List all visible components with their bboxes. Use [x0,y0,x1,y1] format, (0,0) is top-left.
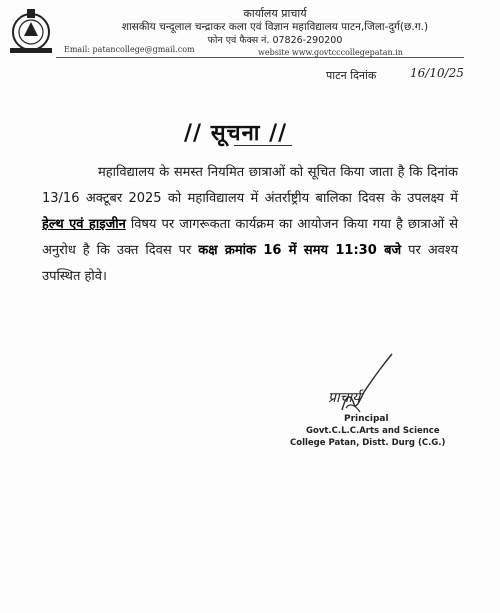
body-topic: हेल्थ एवं हाइजीन [42,217,126,232]
body-end: पर अवश्य उपस्थित होवे। [42,243,458,284]
header-divider [56,57,464,58]
body-room-time: कक्ष क्रमांक 16 में समय 11:30 बजे [198,243,402,258]
body-event-date: 13/16 अक्टूबर 2025 [42,191,162,206]
header-college-name: शासकीय चन्दूलाल चन्द्राकर कला एवं विज्ञान महाविद्यालय पाटन,जिला-दुर्ग(छ.ग.) [121,21,429,33]
signature-title: Principal [344,414,389,424]
date-value: 16/10/25 [410,66,464,80]
notice-title: // सूचना // [184,121,288,146]
signature-college-line-2: College Patan, Distt. Durg (C.G.) [290,438,446,448]
notice-body [42,160,458,290]
college-emblem-icon [8,6,54,54]
title-underline [234,145,292,146]
signature-scribble-icon [320,352,400,422]
signature-college-line-1: Govt.C.L.C.Arts and Science [306,426,440,436]
signature-script: प्राचार्य [328,390,361,406]
header-website: website www.govtcccollegepatan.in [258,48,403,57]
body-intro: महाविद्यालय के समस्त नियमित छात्राओं को सूचित किया जाता है कि दिनांक [98,165,458,180]
body-mid-2: विषय पर जागरूकता कार्यक्रम का आयोजन किया गया है छात्राओं से अनुरोध है कि उक्त दिवस पर [42,217,458,258]
header-phone: फोन एवं फैक्स नं. 07826-290200 [207,35,343,46]
header-email: Email: patancollege@gmail.com [64,45,195,54]
date-label: पाटन दिनांक [326,69,377,82]
body-mid-1: को महाविद्यालय में अंतर्राष्ट्रीय बालिका दिवस के उपलक्ष्य में [161,191,459,206]
header-office: कार्यालय प्राचार्य [243,7,307,20]
